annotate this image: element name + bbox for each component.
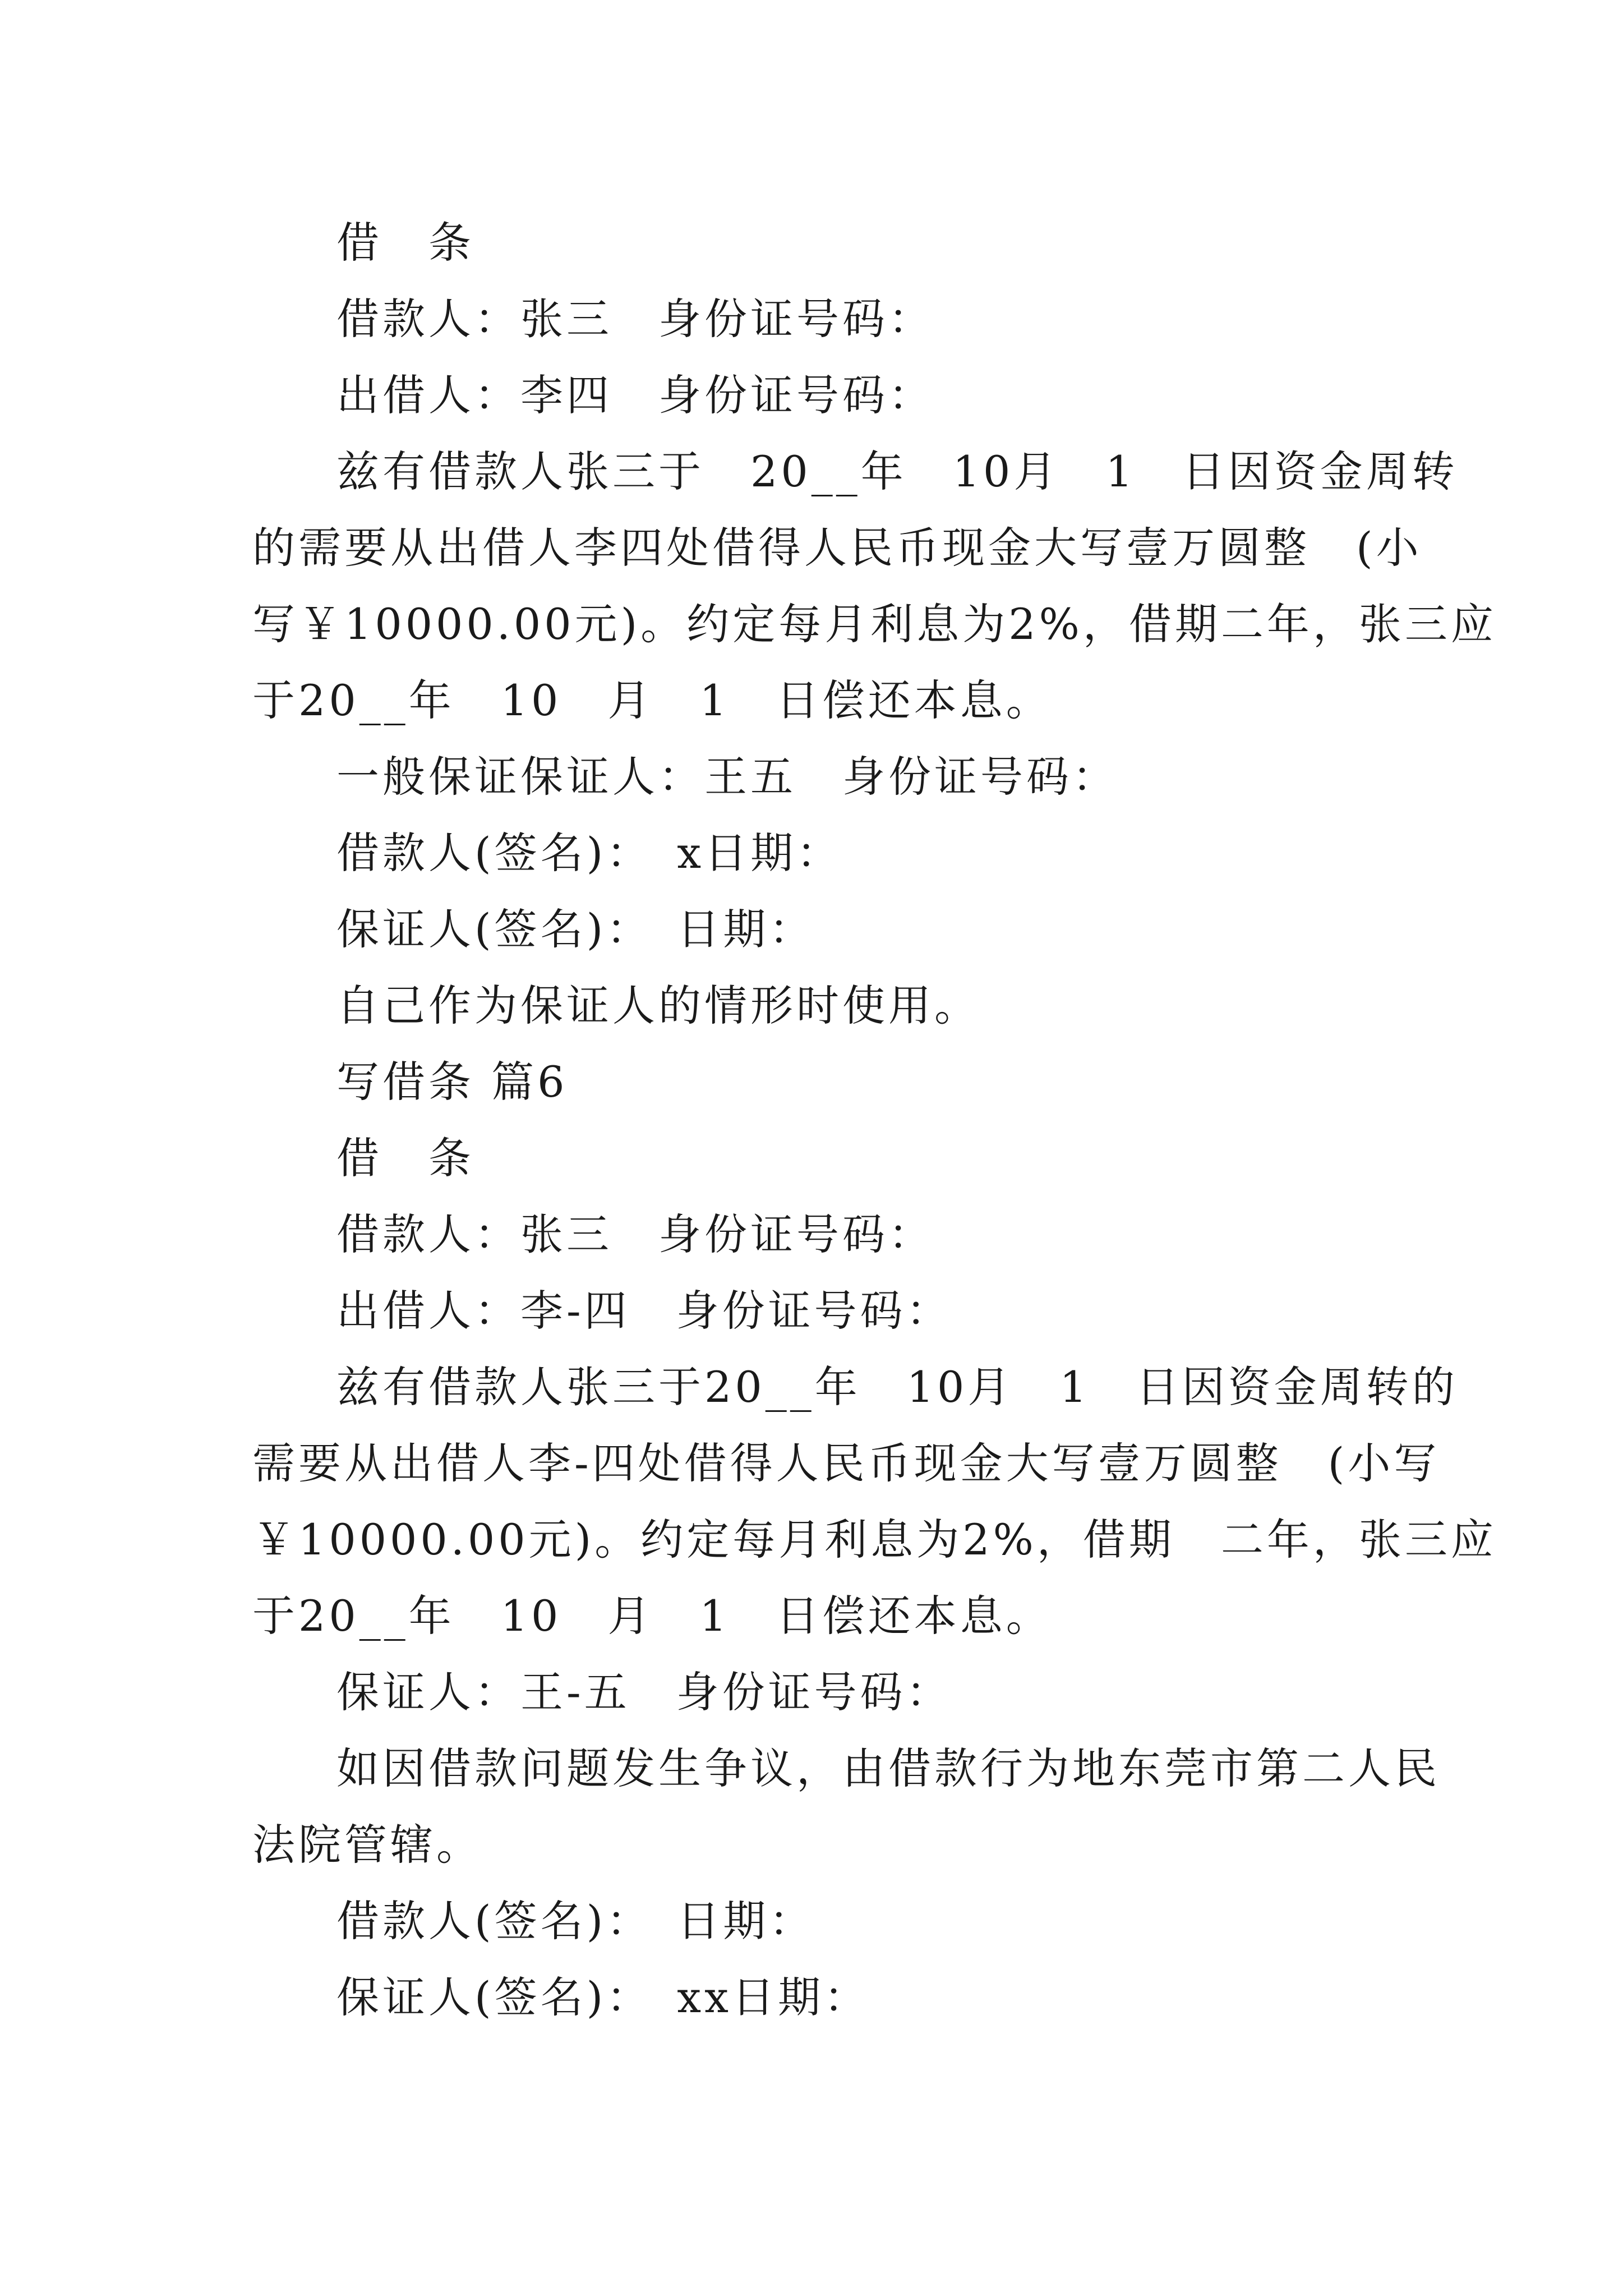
borrower-signature-line: 借款人(签名)： x日期： [336,828,843,878]
loan-paragraph-line-2: 需要从出借人李-四处借得人民币现金大写壹万圆整 (小写 [252,1438,1440,1488]
loan-paragraph-line-1: 兹有借款人张三于20__年 10月 1 日因资金周转的 [336,1362,1458,1412]
guarantor-line: 一般保证保证人：王五 身份证号码： [336,752,1118,802]
lender-line: 出借人：李-四 身份证号码： [336,1286,952,1336]
guarantor-signature-line: 保证人(签名)： xx日期： [336,1972,870,2022]
borrower-line: 借款人：张三 身份证号码： [336,1209,934,1259]
dispute-paragraph-line-1: 如因借款问题发生争议，由借款行为地东莞市第二人民 [336,1743,1440,1793]
section-title: 借 条 [336,1133,474,1183]
lender-line: 出借人：李四 身份证号码： [336,370,934,420]
loan-paragraph-line-1: 兹有借款人张三于 20__年 10月 1 日因资金周转 [336,447,1458,496]
loan-paragraph-line-2: 的需要从出借人李四处借得人民币现金大写壹万圆整 (小 [252,523,1422,573]
article-heading: 写借条 篇6 [336,1057,568,1107]
borrower-line: 借款人：张三 身份证号码： [336,294,934,344]
guarantor-signature-line: 保证人(签名)： 日期： [336,904,815,954]
loan-paragraph-line-4: 于20__年 10 月 1 日偿还本息。 [252,675,1052,725]
loan-paragraph-line-3: ￥10000.00元)。约定每月利息为2%，借期 二年，张三应 [252,1515,1497,1565]
section-title: 借 条 [336,218,474,268]
loan-paragraph-line-3: 写￥10000.00元)。约定每月利息为2%，借期二年，张三应 [252,599,1497,649]
guarantor-line: 保证人：王-五 身份证号码： [336,1667,952,1717]
usage-note: 自己作为保证人的情形时使用。 [336,981,980,1030]
borrower-signature-line: 借款人(签名)： 日期： [336,1896,815,1946]
loan-paragraph-line-4: 于20__年 10 月 1 日偿还本息。 [252,1591,1052,1641]
dispute-paragraph-line-2: 法院管辖。 [252,1820,482,1870]
